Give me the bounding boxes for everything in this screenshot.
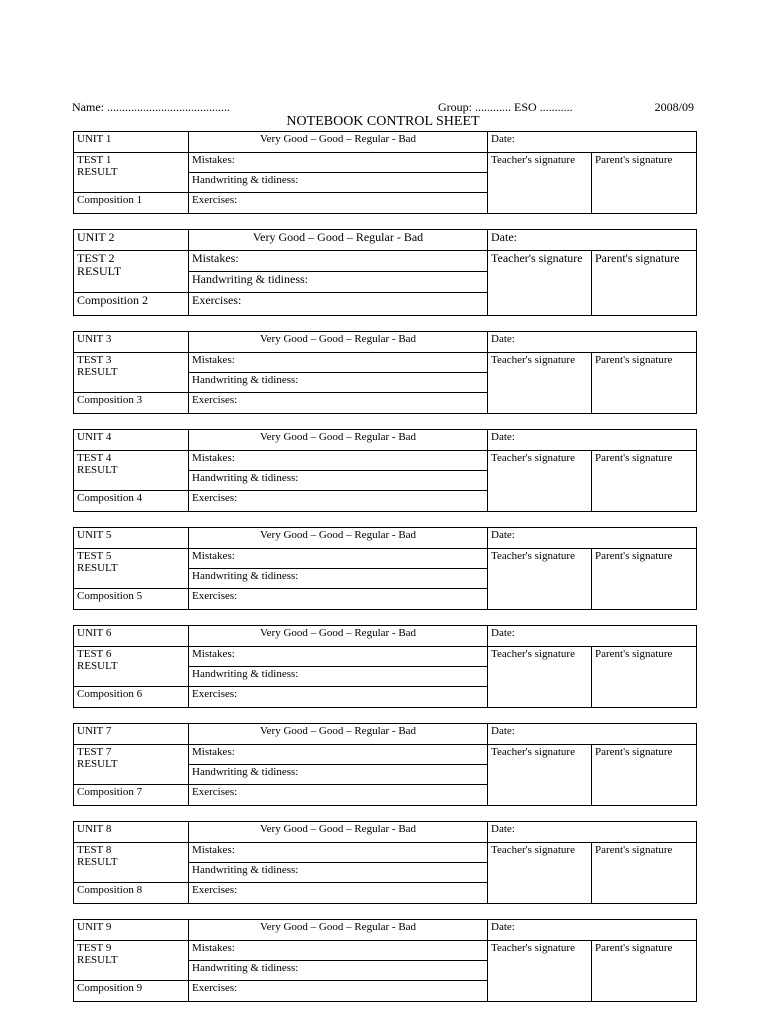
rating-scale-cell[interactable]: [189, 132, 488, 153]
teacher-signature-label: Teacher's signature: [491, 844, 575, 856]
teacher-signature-cell[interactable]: [488, 549, 592, 610]
exercises-cell[interactable]: [189, 393, 488, 414]
units-list: [73, 131, 696, 1017]
date-cell[interactable]: [488, 822, 697, 843]
test-label: TEST 8: [77, 844, 112, 856]
composition-label: Composition 9: [77, 982, 143, 994]
composition-label: Composition 2: [77, 293, 149, 307]
handwriting-cell[interactable]: [189, 471, 488, 491]
test-label: TEST 4: [77, 452, 112, 464]
teacher-signature-cell[interactable]: [488, 745, 592, 806]
date-label: Date:: [491, 529, 515, 541]
test-label: TEST 7: [77, 746, 112, 758]
date-label: Date:: [491, 921, 515, 933]
test-result-cell: [74, 745, 189, 785]
rating-scale: Very Good – Good – Regular - Bad: [259, 333, 417, 345]
unit-label: UNIT 4: [77, 431, 112, 443]
teacher-signature-label: Teacher's signature: [491, 354, 575, 366]
handwriting-label: Handwriting & tidiness:: [192, 962, 299, 974]
handwriting-label: Handwriting & tidiness:: [192, 374, 299, 386]
parent-signature-label: Parent's signature: [595, 550, 673, 562]
rating-scale-cell[interactable]: [189, 430, 488, 451]
rating-scale-cell[interactable]: [189, 332, 488, 353]
date-cell[interactable]: [488, 230, 697, 251]
handwriting-label: Handwriting & tidiness:: [192, 668, 299, 680]
handwriting-label: Handwriting & tidiness:: [192, 472, 299, 484]
mistakes-label: Mistakes:: [192, 648, 235, 660]
rating-scale: Very Good – Good – Regular - Bad: [259, 921, 417, 933]
exercises-cell[interactable]: [189, 589, 488, 610]
date-label: Date:: [491, 725, 515, 737]
composition-cell: [74, 393, 189, 414]
mistakes-label: Mistakes:: [192, 746, 235, 758]
composition-label: Composition 8: [77, 884, 143, 896]
handwriting-cell[interactable]: [189, 272, 488, 293]
date-label: Date:: [491, 333, 515, 345]
name-field-label[interactable]: Name: .........................................: [72, 100, 230, 114]
rating-scale: Very Good – Good – Regular - Bad: [259, 725, 417, 737]
teacher-signature-cell[interactable]: [488, 251, 592, 316]
rating-scale-cell[interactable]: [189, 626, 488, 647]
unit-table: [73, 331, 697, 414]
parent-signature-cell[interactable]: [592, 451, 697, 512]
mistakes-label: Mistakes:: [192, 550, 235, 562]
exercises-label: Exercises:: [192, 688, 238, 700]
rating-scale-cell[interactable]: [189, 230, 488, 251]
test-result-cell: [74, 843, 189, 883]
unit-label-cell: [74, 822, 189, 843]
parent-signature-label: Parent's signature: [595, 452, 673, 464]
unit-label-cell: [74, 528, 189, 549]
test-result-cell: [74, 353, 189, 393]
exercises-cell[interactable]: [189, 687, 488, 708]
unit-table: [73, 229, 697, 316]
rating-scale: Very Good – Good – Regular - Bad: [259, 823, 417, 835]
composition-label: Composition 6: [77, 688, 143, 700]
handwriting-cell[interactable]: [189, 667, 488, 687]
unit-table: [73, 821, 697, 904]
mistakes-label: Mistakes:: [192, 154, 235, 166]
mistakes-cell[interactable]: [189, 745, 488, 765]
exercises-cell[interactable]: [189, 785, 488, 806]
rating-scale-cell[interactable]: [189, 528, 488, 549]
teacher-signature-cell[interactable]: [488, 843, 592, 904]
teacher-signature-label: Teacher's signature: [491, 251, 583, 265]
unit-block: [73, 429, 696, 511]
result-label: RESULT: [77, 660, 118, 672]
unit-label: UNIT 1: [77, 133, 112, 145]
test-label: TEST 3: [77, 354, 112, 366]
rating-scale-cell[interactable]: [189, 724, 488, 745]
unit-label: UNIT 2: [77, 230, 115, 244]
handwriting-label: Handwriting & tidiness:: [192, 272, 308, 286]
unit-block: [73, 625, 696, 707]
handwriting-cell[interactable]: [189, 173, 488, 193]
sheet-title: NOTEBOOK CONTROL SHEET: [286, 114, 480, 129]
mistakes-label: Mistakes:: [192, 354, 235, 366]
exercises-label: Exercises:: [192, 194, 238, 206]
school-year: 2008/09: [654, 100, 694, 114]
mistakes-label: Mistakes:: [192, 251, 239, 265]
parent-signature-cell[interactable]: [592, 647, 697, 708]
result-label: RESULT: [77, 758, 118, 770]
teacher-signature-cell[interactable]: [488, 647, 592, 708]
test-result-cell: [74, 549, 189, 589]
test-result-cell: [74, 153, 189, 193]
unit-block: [73, 131, 696, 213]
rating-scale: Very Good – Good – Regular - Bad: [259, 133, 417, 145]
parent-signature-label: Parent's signature: [595, 354, 673, 366]
test-result-cell: [74, 941, 189, 981]
exercises-label: Exercises:: [192, 786, 238, 798]
test-label: TEST 6: [77, 648, 112, 660]
composition-label: Composition 3: [77, 394, 143, 406]
mistakes-cell[interactable]: [189, 451, 488, 471]
group-field-label[interactable]: Group: ............ ESO ...........: [438, 100, 573, 114]
composition-label: Composition 5: [77, 590, 143, 602]
test-result-cell: [74, 451, 189, 491]
page-header: [72, 100, 694, 114]
test-label: TEST 9: [77, 942, 112, 954]
unit-label-cell: [74, 724, 189, 745]
exercises-cell[interactable]: [189, 193, 488, 214]
unit-block: [73, 919, 696, 1001]
composition-label: Composition 4: [77, 492, 143, 504]
parent-signature-label: Parent's signature: [595, 942, 673, 954]
parent-signature-cell[interactable]: [592, 251, 697, 316]
mistakes-cell[interactable]: [189, 353, 488, 373]
unit-block: [73, 229, 696, 315]
composition-cell: [74, 293, 189, 316]
exercises-label: Exercises:: [192, 394, 238, 406]
test-label: TEST 2: [77, 251, 115, 265]
composition-cell: [74, 589, 189, 610]
teacher-signature-label: Teacher's signature: [491, 746, 575, 758]
mistakes-cell[interactable]: [189, 843, 488, 863]
composition-cell: [74, 687, 189, 708]
mistakes-cell[interactable]: [189, 153, 488, 173]
exercises-cell[interactable]: [189, 491, 488, 512]
date-label: Date:: [491, 823, 515, 835]
composition-cell: [74, 193, 189, 214]
teacher-signature-label: Teacher's signature: [491, 550, 575, 562]
parent-signature-cell[interactable]: [592, 843, 697, 904]
composition-cell: [74, 883, 189, 904]
unit-label: UNIT 8: [77, 823, 112, 835]
exercises-cell[interactable]: [189, 293, 488, 316]
unit-table: [73, 131, 697, 214]
exercises-cell[interactable]: [189, 883, 488, 904]
unit-label-cell: [74, 430, 189, 451]
mistakes-label: Mistakes:: [192, 844, 235, 856]
teacher-signature-cell[interactable]: [488, 451, 592, 512]
date-label: Date:: [491, 627, 515, 639]
teacher-signature-cell[interactable]: [488, 153, 592, 214]
date-cell[interactable]: [488, 626, 697, 647]
result-label: RESULT: [77, 166, 118, 178]
teacher-signature-cell[interactable]: [488, 353, 592, 414]
test-result-cell: [74, 647, 189, 687]
handwriting-cell[interactable]: [189, 373, 488, 393]
date-cell[interactable]: [488, 430, 697, 451]
unit-table: [73, 723, 697, 806]
handwriting-label: Handwriting & tidiness:: [192, 864, 299, 876]
unit-label: UNIT 5: [77, 529, 112, 541]
unit-label-cell: [74, 920, 189, 941]
exercises-label: Exercises:: [192, 884, 238, 896]
unit-table: [73, 527, 697, 610]
parent-signature-cell[interactable]: [592, 353, 697, 414]
teacher-signature-label: Teacher's signature: [491, 452, 575, 464]
result-label: RESULT: [77, 954, 118, 966]
date-label: Date:: [491, 133, 515, 145]
exercises-label: Exercises:: [192, 492, 238, 504]
teacher-signature-label: Teacher's signature: [491, 154, 575, 166]
composition-label: Composition 1: [77, 194, 143, 206]
exercises-label: Exercises:: [192, 590, 238, 602]
handwriting-cell[interactable]: [189, 569, 488, 589]
composition-cell: [74, 981, 189, 1002]
parent-signature-cell[interactable]: [592, 745, 697, 806]
rating-scale: Very Good – Good – Regular - Bad: [259, 627, 417, 639]
result-label: RESULT: [77, 366, 118, 378]
unit-block: [73, 723, 696, 805]
handwriting-label: Handwriting & tidiness:: [192, 766, 299, 778]
handwriting-label: Handwriting & tidiness:: [192, 174, 299, 186]
unit-label: UNIT 6: [77, 627, 112, 639]
test-result-cell: [74, 251, 189, 293]
unit-label-cell: [74, 626, 189, 647]
mistakes-label: Mistakes:: [192, 452, 235, 464]
date-cell[interactable]: [488, 920, 697, 941]
mistakes-cell[interactable]: [189, 549, 488, 569]
handwriting-cell[interactable]: [189, 863, 488, 883]
parent-signature-label: Parent's signature: [595, 648, 673, 660]
unit-table: [73, 625, 697, 708]
rating-scale-cell[interactable]: [189, 920, 488, 941]
unit-label: UNIT 7: [77, 725, 112, 737]
exercises-label: Exercises:: [192, 982, 238, 994]
unit-block: [73, 331, 696, 413]
test-label: TEST 5: [77, 550, 112, 562]
date-label: Date:: [491, 230, 517, 244]
unit-label-cell: [74, 132, 189, 153]
unit-table: [73, 429, 697, 512]
rating-scale: Very Good – Good – Regular - Bad: [252, 230, 424, 244]
unit-label-cell: [74, 332, 189, 353]
parent-signature-label: Parent's signature: [595, 746, 673, 758]
teacher-signature-cell[interactable]: [488, 941, 592, 1002]
mistakes-cell[interactable]: [189, 251, 488, 272]
date-cell[interactable]: [488, 528, 697, 549]
date-cell[interactable]: [488, 332, 697, 353]
rating-scale-cell[interactable]: [189, 822, 488, 843]
parent-signature-label: Parent's signature: [595, 251, 680, 265]
mistakes-cell[interactable]: [189, 941, 488, 961]
exercises-label: Exercises:: [192, 293, 242, 307]
handwriting-label: Handwriting & tidiness:: [192, 570, 299, 582]
parent-signature-cell[interactable]: [592, 549, 697, 610]
date-cell[interactable]: [488, 724, 697, 745]
unit-block: [73, 821, 696, 903]
result-label: RESULT: [77, 562, 118, 574]
result-label: RESULT: [77, 464, 118, 476]
unit-table: [73, 919, 697, 1002]
date-label: Date:: [491, 431, 515, 443]
unit-label: UNIT 9: [77, 921, 112, 933]
teacher-signature-label: Teacher's signature: [491, 648, 575, 660]
mistakes-cell[interactable]: [189, 647, 488, 667]
handwriting-cell[interactable]: [189, 961, 488, 981]
composition-cell: [74, 491, 189, 512]
rating-scale: Very Good – Good – Regular - Bad: [259, 529, 417, 541]
mistakes-label: Mistakes:: [192, 942, 235, 954]
parent-signature-cell[interactable]: [592, 153, 697, 214]
unit-label-cell: [74, 230, 189, 251]
date-cell[interactable]: [488, 132, 697, 153]
test-label: TEST 1: [77, 154, 112, 166]
unit-block: [73, 527, 696, 609]
rating-scale: Very Good – Good – Regular - Bad: [259, 431, 417, 443]
unit-label: UNIT 3: [77, 333, 112, 345]
parent-signature-cell[interactable]: [592, 941, 697, 1002]
parent-signature-label: Parent's signature: [595, 154, 673, 166]
result-label: RESULT: [77, 264, 122, 278]
teacher-signature-label: Teacher's signature: [491, 942, 575, 954]
parent-signature-label: Parent's signature: [595, 844, 673, 856]
exercises-cell[interactable]: [189, 981, 488, 1002]
composition-label: Composition 7: [77, 786, 143, 798]
handwriting-cell[interactable]: [189, 765, 488, 785]
composition-cell: [74, 785, 189, 806]
result-label: RESULT: [77, 856, 118, 868]
